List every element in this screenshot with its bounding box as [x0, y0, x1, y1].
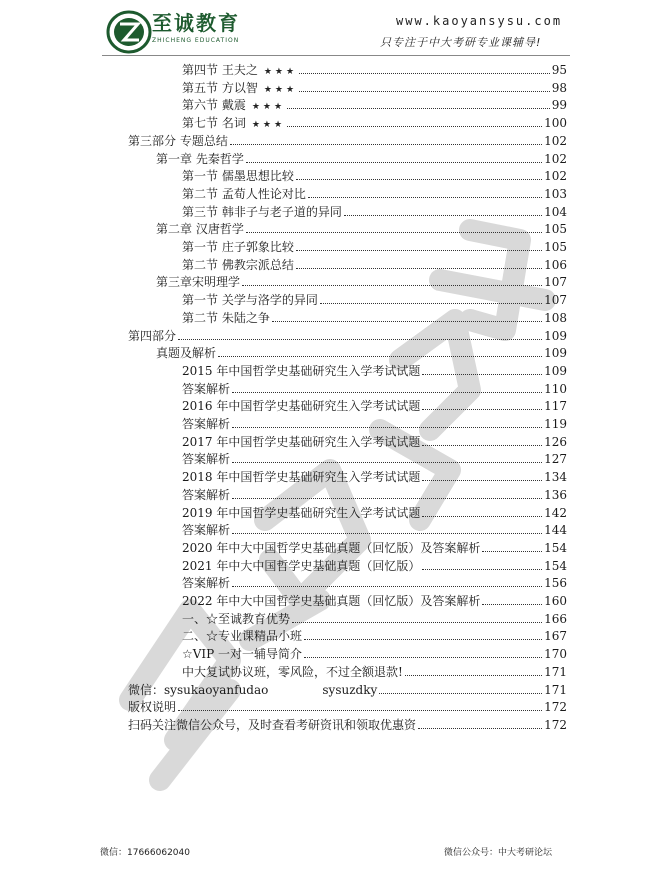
dot-leader	[296, 259, 542, 269]
dot-leader	[232, 524, 542, 534]
toc-page-number: 99	[551, 98, 567, 113]
toc-entry[interactable]	[182, 238, 567, 256]
toc-page-number: 103	[544, 186, 567, 201]
toc-entry-title: ☆VIP 一对一辅导简介	[182, 647, 303, 662]
toc-entry-title: 2021 年中大中国哲学史基础真题（回忆版）	[182, 558, 421, 573]
toc-entry[interactable]	[156, 150, 567, 168]
toc-entry-title: 第一节 关学与洛学的异同	[182, 293, 318, 308]
toc-entry-title: 版权说明	[128, 700, 177, 715]
toc-page-number: 167	[544, 629, 567, 644]
toc-page-number: 172	[544, 717, 567, 732]
toc-entry[interactable]	[182, 415, 567, 433]
toc-entry[interactable]	[128, 681, 567, 699]
toc-entry[interactable]	[182, 185, 567, 203]
dot-leader	[232, 577, 542, 587]
dot-leader	[287, 99, 550, 109]
toc-entry-title: 答案解析	[182, 487, 231, 502]
toc-entry[interactable]	[182, 380, 567, 398]
toc-entry-title: 答案解析	[182, 452, 231, 467]
dot-leader	[232, 383, 542, 393]
toc-page-number: 95	[551, 63, 567, 77]
toc-page-number: 119	[544, 417, 567, 431]
toc-entry[interactable]	[182, 114, 567, 132]
toc-page-number: 160	[544, 594, 567, 608]
toc-page-number: 170	[544, 647, 567, 662]
toc-entry[interactable]	[182, 557, 567, 575]
dot-leader	[422, 507, 542, 517]
toc-entry[interactable]	[182, 397, 567, 415]
toc-entry[interactable]	[182, 362, 567, 380]
toc-page-number: 109	[544, 363, 567, 378]
dot-leader	[379, 684, 542, 694]
dot-leader	[287, 117, 542, 127]
toc-entry-title: 扫码关注微信公众号，及时查看考研资讯和领取优惠资	[128, 717, 417, 732]
toc-entry-title: 第七节 名词	[182, 116, 246, 131]
toc-entry[interactable]	[128, 132, 567, 150]
dot-leader	[232, 418, 542, 428]
toc-page-number: 126	[544, 434, 567, 449]
toc-page-number: 154	[544, 558, 567, 573]
toc-entry-title: 答案解析	[182, 381, 231, 396]
toc-entry[interactable]	[128, 698, 567, 716]
dot-leader	[232, 453, 542, 463]
toc-page-number: 100	[544, 116, 567, 131]
header-slogan: 只专注于中大考研专业课辅导!	[380, 36, 542, 49]
brand-name: 至诚教育	[152, 11, 240, 35]
toc-entry[interactable]	[182, 521, 567, 539]
toc-entry-title: 答案解析	[182, 523, 231, 538]
dot-leader	[232, 489, 542, 499]
dot-leader	[272, 312, 542, 322]
toc-page-number: 105	[544, 240, 567, 254]
toc-entry-title: 第一节 庄子郭象比较	[182, 240, 294, 254]
toc-entry-title: 一、☆至诚教育优势	[182, 611, 291, 626]
toc-entry-title: 第二节 朱陆之争	[182, 310, 270, 325]
importance-stars: ★★★	[263, 84, 298, 95]
toc-entry[interactable]	[182, 433, 567, 451]
toc-entry-title: 2019 年中国哲学史基础研究生入学考试试题	[182, 505, 421, 520]
dot-leader	[178, 701, 542, 711]
header-divider	[102, 55, 570, 56]
importance-stars: ★★★	[251, 102, 286, 113]
toc-entry[interactable]	[128, 716, 567, 734]
toc-entry-title: 2022 年中大中国哲学史基础真题（回忆版）及答案解析	[182, 594, 481, 608]
dot-leader	[422, 560, 542, 570]
toc-page-number: 127	[544, 452, 567, 467]
dot-leader	[482, 595, 542, 605]
toc-page-number: 104	[544, 204, 567, 219]
toc-entry-title: 2018 年中国哲学史基础研究生入学考试试题	[182, 470, 421, 485]
dot-leader	[344, 206, 542, 216]
dot-leader	[178, 330, 542, 340]
toc-entry-title: 第四节 王夫之	[182, 63, 258, 77]
toc-entry-title: 第一节 儒墨思想比较	[182, 169, 294, 184]
toc-entry-title: 真题及解析	[156, 346, 217, 361]
toc-entry-title: 中大复试协议班，零风险，不过全额退款!	[182, 664, 403, 679]
toc-page-number: 172	[544, 700, 567, 715]
toc-entry-title: 微信：sysukaoyanfudao	[128, 682, 269, 697]
toc-entry-title: 第五节 方以智	[182, 80, 258, 95]
toc-page-number: 144	[544, 523, 567, 538]
toc-entry-title: 第三章宋明理学	[156, 275, 241, 290]
toc-entry-title: 2017 年中国哲学史基础研究生入学考试试题	[182, 434, 421, 449]
toc-entry-title: 2015 年中国哲学史基础研究生入学考试试题	[182, 363, 421, 378]
importance-stars: ★★★	[251, 120, 286, 131]
toc-page-number: 156	[544, 576, 567, 591]
toc-entry[interactable]	[182, 167, 567, 185]
toc-page-number: 108	[544, 310, 567, 325]
dot-leader	[304, 648, 542, 658]
dot-leader	[230, 135, 542, 145]
toc-entry-title: 第二章 汉唐哲学	[156, 222, 244, 237]
dot-leader	[422, 471, 542, 481]
toc-page-number: 117	[544, 399, 567, 414]
toc-entry-title: 第二节 孟荀人性论对比	[182, 186, 306, 201]
toc-entry[interactable]	[182, 61, 567, 79]
dot-leader	[304, 630, 542, 640]
toc-entry[interactable]	[182, 645, 567, 663]
toc-page-number: 136	[544, 487, 567, 502]
website-url: www.kaoyansysu.com	[396, 14, 563, 28]
zhicheng-logo-icon	[106, 10, 152, 54]
toc-entry[interactable]	[156, 220, 567, 238]
toc-page-number: 171	[544, 664, 567, 679]
toc-page-number: 102	[544, 169, 567, 184]
toc-entry[interactable]	[182, 203, 567, 221]
dot-leader	[296, 170, 542, 180]
brand-english: ZHICHENG EDUCATION	[152, 37, 240, 44]
toc-entry-title: 2016 年中国哲学史基础研究生入学考试试题	[182, 399, 421, 414]
toc-entry[interactable]	[182, 486, 567, 504]
toc-entry-title: 第二节 佛教宗派总结	[182, 257, 294, 272]
toc-entry[interactable]	[182, 96, 567, 114]
dot-leader	[242, 276, 542, 286]
toc-page-number: 102	[544, 133, 567, 148]
toc-entry-title: 2020 年中大中国哲学史基础真题（回忆版）及答案解析	[182, 540, 481, 555]
toc-page-number: 110	[544, 381, 567, 396]
toc-entry[interactable]	[182, 610, 567, 628]
toc-page-number: 109	[544, 346, 567, 361]
dot-leader	[422, 365, 542, 375]
dot-leader	[299, 64, 550, 74]
toc-entry-title: 答案解析	[182, 576, 231, 591]
toc-page-number: 134	[544, 470, 567, 485]
dot-leader	[422, 400, 542, 410]
dot-leader	[296, 241, 542, 251]
toc-entry[interactable]	[182, 309, 567, 327]
brand-block	[152, 11, 240, 45]
dot-leader	[418, 719, 542, 729]
toc-entry[interactable]	[182, 79, 567, 97]
dot-leader	[218, 347, 542, 357]
toc-entry[interactable]	[182, 450, 567, 468]
dot-leader	[308, 188, 542, 198]
toc-entry[interactable]	[128, 327, 567, 345]
toc-page-number: 171	[544, 682, 567, 697]
toc-page-number: 109	[544, 328, 567, 343]
toc-entry[interactable]	[182, 627, 567, 645]
toc-entry-title: 第四部分	[128, 328, 177, 343]
toc-page-number: 166	[544, 611, 567, 626]
dot-leader	[320, 294, 542, 304]
footer-wechat: 微信：17666062040	[100, 848, 190, 858]
toc-entry[interactable]	[156, 273, 567, 291]
toc-entry-title: 二、☆专业课精品小班	[182, 629, 303, 644]
toc-page-number: 142	[544, 505, 567, 520]
toc-entry-title-extra: sysuzdky	[322, 682, 378, 697]
toc-entry[interactable]	[182, 592, 567, 610]
toc-entry-title: 第一章 先秦哲学	[156, 151, 244, 166]
dot-leader	[299, 82, 550, 92]
dot-leader	[246, 223, 542, 233]
dot-leader	[246, 153, 542, 163]
toc-entry-title: 第三部分 专题总结	[128, 133, 228, 148]
toc-page-number: 98	[551, 80, 567, 95]
toc-page-number: 107	[544, 275, 567, 290]
toc-entry[interactable]	[182, 539, 567, 557]
toc-entry-title: 答案解析	[182, 417, 231, 431]
toc-entry[interactable]	[182, 504, 567, 522]
toc-entry[interactable]	[182, 291, 567, 309]
dot-leader	[292, 613, 542, 623]
toc-entry[interactable]	[182, 663, 567, 681]
toc-page-number: 106	[544, 257, 567, 272]
toc-entry[interactable]	[182, 468, 567, 486]
importance-stars: ★★★	[263, 67, 298, 77]
toc-entry-title: 第六节 戴震	[182, 98, 246, 113]
toc-entry[interactable]	[182, 574, 567, 592]
dot-leader	[482, 542, 542, 552]
toc-entry[interactable]	[182, 256, 567, 274]
dot-leader	[405, 666, 542, 676]
toc-page-number: 102	[544, 151, 567, 166]
toc-page-number: 105	[544, 222, 567, 237]
toc-page-number: 154	[544, 540, 567, 555]
dot-leader	[422, 436, 542, 446]
toc-entry[interactable]	[156, 344, 567, 362]
toc-page-number: 107	[544, 293, 567, 308]
footer-official-account: 微信公众号：中大考研论坛	[444, 848, 553, 858]
toc-entry-title: 第三节 韩非子与老子道的异同	[182, 204, 342, 219]
